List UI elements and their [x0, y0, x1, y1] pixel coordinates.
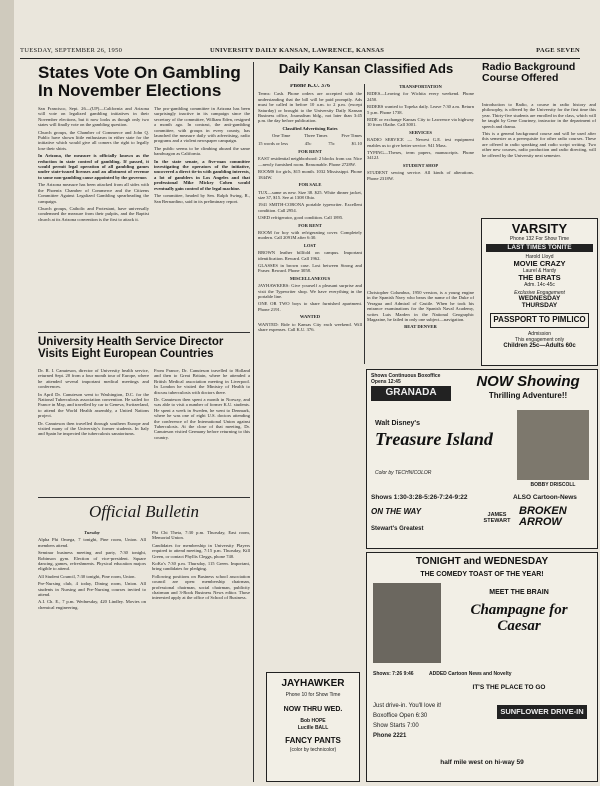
varsity-film1: MOVIE CRAZY: [513, 259, 566, 269]
granada-stars2: JAMES STEWART: [483, 512, 511, 524]
jayhawker-star1: Bob HOPE: [300, 717, 326, 724]
gambling-p7: The public seems to be climbing aboard the same bandwagon as California.: [154, 145, 250, 157]
jayhawker-name: JAYHAWKER: [281, 678, 345, 689]
gambling-p2: Church groups, the Chamber of Commerce and John Q. Public have shown little enthusiasm in either state for the initiative which would give all comers the right to legally lose their shirts.: [38, 129, 149, 151]
health-p3: Dr. Canuteson then travelled through southern Europe and visited many of the University's former students. In Italy and Spain he inspected the tuberculosis sanatoriums.: [38, 420, 149, 437]
classified-item: STUDENT sewing service. All kinds of alterations. Phone 2318W.: [367, 170, 474, 181]
drivein-head2: THE COMEDY TOAST OF THE YEAR!: [420, 571, 544, 578]
classified-item: ONE OR TWO boys to share furnished apartment. Phone 2191.: [258, 301, 362, 312]
varsity-last: LAST TIMES TONITE: [486, 244, 593, 253]
jayhawker-film: FANCY PANTS: [285, 735, 341, 745]
pirate-illustration: [517, 410, 589, 480]
divider: [38, 497, 250, 498]
rates-cell-2: 75c: [328, 140, 335, 146]
rates-head-2: Three Times: [304, 133, 328, 139]
byline: BEAT DENVER: [404, 324, 437, 330]
gambling-p9: The committee, headed by Sen. Ralph Swing, R., San Bernardino, said in its preliminary report.: [154, 193, 250, 204]
rates-cell-3: $1.10: [351, 140, 362, 146]
bulletin-p5: A.I. Ch. E., 7 p.m. Wednesday, 420 Lindley. Movies on chemical engineering.: [38, 599, 146, 610]
classified-item: ROOM for boy with refrigerating cover. Completely modern. Call 2091M after 6:30.: [258, 229, 362, 241]
granada-ad: [366, 369, 598, 549]
bulletin-p6: Phi Chi Theta, 7:30 p.m. Thursday, East room, Memorial Union.: [152, 530, 250, 541]
health-col2: [154, 368, 250, 494]
health-p2: In April Dr. Canuteson went to Washington, D.C. for the National Tuberculosis association convention. He sailed for France in May, and travelled by car to Geneva, Switzerland, to attend the World Health assembly, a United Nations project.: [38, 391, 149, 419]
masthead-date: TUESDAY, SEPTEMBER 26, 1950: [20, 47, 123, 54]
varsity-phone: Phone 132 For Show Time: [509, 235, 570, 242]
masthead: [20, 44, 580, 59]
bulletin-p1: Alpha Phi Omega, 7 tonight, Pine room, Union. All members attend.: [38, 537, 146, 548]
classifieds-title: Daily Kansan Classified Ads: [278, 62, 454, 76]
health-col1: [38, 368, 149, 494]
gambling-p3: In Arizona, the measure is officially known as the reduction in state control of gambling. If passed, it would permit legal operation of all gambling games under state-issued licenses and an allotment of revenue to some non-gambling cause appointed by the governor.: [38, 153, 149, 180]
radio-headline: Radio Background Course Offered: [482, 62, 576, 85]
gambling-p8: In the state senate, a five-man committee investigating the operators of the initiative, uncovered a direct tie-in with gambling interests, a lot of gamblers in Los Angeles and that professional Mike Mickey Cohen would eventually gain control of the legal machine.: [154, 158, 250, 191]
classified-item: 1941 SMITH-CORONA portable typewriter. Excellent condition. Call 2954.: [258, 202, 362, 213]
varsity-engagement: This engagement only: [514, 336, 565, 343]
column-rule: [364, 84, 365, 364]
bulletin-day: Tuesday: [84, 530, 100, 535]
classified-item: EAST residential neighborhood: 2 blocks from car. Nice—newly furnished room. Reasonable. Phone 2728W.: [258, 156, 362, 167]
drivein-location: half mile west on hi-way 59: [440, 759, 524, 766]
gambling-p1: San Francisco, Sept. 26—(UP)—California and Arizona will vote on legalized gambling initiatives in their November elections, but it now looks as though only two states will finally vote on the gambling question.: [38, 106, 149, 128]
classified-item: JAYHAWKERS: Give yourself a pleasant surprise and visit the Typewriter shop. We have everything in the portable line.: [258, 283, 362, 299]
classified-item: ROOMS for girls, $15 month. 1032 Mississippi. Phone 1844W.: [258, 169, 362, 180]
bulletin-p7: Candidates for membership in University Players required to attend meeting, 7:15 p.m. Thursday, Kill Green, or contact Phyllis Cleggs, phone 740.: [152, 542, 250, 559]
gambling-p5: Church groups, Catholic and Protestant, have universally condemned the measure from their pulpits, and the Baptist church at its Arizona convention is the first to attack it.: [38, 205, 149, 222]
drivein-head1: TONIGHT and WEDNESDAY: [415, 556, 549, 567]
drivein-fun: IT'S THE PLACE TO GO: [472, 684, 546, 691]
section-title: LOST: [303, 242, 317, 248]
varsity-admission: Admission: [527, 330, 552, 337]
masthead-page: PAGE SEVEN: [536, 47, 580, 54]
rates-table: [258, 133, 362, 138]
granada-color: Color by TECHNICOLOR: [375, 470, 432, 476]
jayhawker-phone: Phone 10 for Show Time: [285, 691, 341, 698]
classifieds-phone: Phone K.U. 376: [289, 84, 330, 89]
varsity-prices: Children 25c—Adults 60c: [503, 342, 576, 349]
masthead-paper: UNIVERSITY DAILY KANSAN, LAWRENCE, KANSAS: [210, 47, 385, 54]
drivein-shows: Shows: 7:26 9:46: [373, 671, 414, 677]
classified-item: GLASSES in brown case. Lost between Strong and Fraser. Reward. Phone 3058.: [258, 262, 362, 274]
drivein-drive: Just drive-in. You'll love it!: [373, 703, 442, 709]
jayhawker-color: (color by technicolor): [289, 747, 337, 754]
granada-film: Treasure Island: [375, 429, 493, 449]
drivein-added: ADDED Cartoon News and Novelty: [429, 671, 512, 677]
section-title: STUDENT SHOP: [402, 162, 439, 168]
health-headline: University Health Service Director Visits Eight European Countries: [38, 336, 224, 361]
section-title: WANTED: [299, 314, 321, 320]
radio-p2: This is a general background course and will be used after this semester as a prerequisite for other radio courses. These are offered in radio speaking and radio script writing. Two other new courses, radio production and radio directing, will be offered by the University next semester.: [482, 131, 596, 158]
bulletin-p9: Following positions on Business school association council are open: membership chairman, professional chairman, social chairman, publicity chairman and 3-Rook Business News editor. Those interested apply at the office of School of Business.: [152, 573, 250, 601]
drivein-box: Boxoffice Open 6:30: [373, 713, 428, 719]
granada-name: GRANADA: [371, 386, 451, 401]
gambling-p4: The Arizona measure has been attacked from all sides with the Phoenix Chamber of Commerce and the Citizens Committee Against Legalized Gambling spearheading the campaign.: [38, 182, 149, 204]
binding-strip: [0, 0, 14, 786]
rates-row: [258, 141, 362, 146]
jayhawker-star2: Lucille BALL: [297, 724, 329, 731]
varsity-ad: [481, 218, 598, 366]
bulletin-col2: [152, 530, 250, 782]
classified-item: BROWN leather billfold on campus. Important identification. Reward. Call 1962.: [258, 250, 362, 261]
granada-second: BROKEN ARROW: [519, 505, 567, 528]
radio-body: [482, 102, 596, 218]
health-p4: From France, Dr. Canuteson travelled to Holland and then to Great Britain, where he attended a British Medical association meeting in Liverpool. In London he visited the Ministry of Health to discuss tuberculosis with doctors there.: [154, 368, 250, 395]
comedy-photo: [373, 583, 441, 663]
jayhawker-ad: [266, 672, 360, 782]
rates-head-3: Five Times: [341, 133, 362, 139]
varsity-exclusive: Exclusive Engagement: [514, 290, 565, 297]
drivein-meet: MEET THE BRAIN: [489, 589, 549, 596]
gambling-p6: The pro-gambling committee in Arizona has been surprisingly inactive in its campaign since the secretary of the committee, William Eden, resigned a month ago. In contrast, the anti-gambling committee, with groups in every county, has launched the measure daily with advertising, radio programs and a violent newspaper campaign.: [154, 106, 250, 144]
classifieds-col1: [258, 84, 362, 614]
rates-head-1: One Time: [272, 133, 291, 139]
classified-item: USED refrigerator, good condition. Call 1895.: [258, 215, 344, 221]
granada-showing: Shows Continuous Boxoffice Opens 12:45: [371, 373, 441, 385]
gambling-col2: [154, 106, 250, 328]
bulletin-col1: [38, 530, 146, 782]
classifieds-col2: [367, 84, 474, 284]
jayhawker-now: NOW THRU WED.: [283, 705, 343, 713]
granada-shows: Shows 1:30-3:28-5:26-7:24-9:22: [371, 494, 468, 501]
drivein-name: SUNFLOWER DRIVE-IN: [497, 705, 587, 719]
columbus-story: [367, 290, 474, 364]
gambling-col1: [38, 106, 149, 328]
granada-onway: ON THE WAY: [371, 507, 422, 516]
granada-stewart: Stewart's Greatest: [371, 526, 424, 532]
drivein-film: Champagne for Caesar: [470, 602, 568, 634]
gambling-headline: States Vote On Gambling In November Elections: [38, 64, 241, 100]
divider: [38, 332, 250, 333]
section-title: FOR RENT: [298, 149, 322, 155]
granada-star: BOBBY DRISCOLL: [530, 482, 576, 488]
bulletin-p3: All Student Council, 7:30 tonight, Pine room, Union.: [38, 573, 136, 579]
rates-cell-1: 45c: [304, 140, 312, 146]
classified-item: RIDE or exchange Kansas City to Lawrence via highway 10 from Olathe. Call 3001.: [367, 117, 474, 128]
drivein-ad: [366, 552, 598, 782]
section-title: SERVICES: [409, 129, 432, 135]
classified-item: WANTED: Ride to Kansas City each weekend. Will share expenses. Call K.U. 376.: [258, 321, 362, 333]
varsity-thursday: THURSDAY: [521, 302, 558, 310]
granada-disney: Walt Disney's: [375, 420, 420, 427]
radio-p1: Introduction to Radio, a course in radio history and philosophy, is offered by the University for the first time this year. Thirty-five students are enrolled in the class, which will be taught by Gene Courtney, instructor in the department of speech and drama.: [482, 102, 596, 129]
health-p1: Dr. R. I. Canuteson, director of University health service, returned Sept. 20 from a four month tour of Europe, where he attended several important medical meetings and conferences.: [38, 368, 149, 390]
columbus-text: Christopher Columbus, 1950 version, is a young engine in the Spanish Navy who bears the name of the Duke of Veragua and Admiral of Castile. When he took his entrance examinations for the Spanish Naval Academy, writes Luis Marden in the National Geographic Magazine, he failed in only one subject—navigation.: [367, 290, 474, 323]
bulletin-p4: Pre-Nursing club, 4 today, Dining room, Union. All students in Nursing and Pre-Nursing courses invited to attend.: [38, 581, 146, 598]
varsity-times: Adm. 14c-45c: [524, 282, 555, 289]
varsity-star1: Harold Lloyd: [525, 254, 554, 261]
granada-now: NOW Showing: [476, 373, 580, 390]
varsity-name: VARSITY: [511, 221, 568, 236]
varsity-film2: THE BRATS: [518, 273, 561, 283]
varsity-star2: Laurel & Hardy: [522, 268, 557, 275]
granada-thrill: Thrilling Adventure!!: [488, 391, 568, 400]
drivein-phone: Phone 2221: [373, 733, 407, 739]
classifieds-terms: Terms: Cash. Phone orders are accepted with the understanding that the bill will be paid promptly. Ads must be called in before 10 a.m. to 2 p.m. (except Saturday) or brought to the University Daily Kansan Business office, Journalism bldg., not later than 3:45 p.m. the day before publication.: [258, 91, 362, 124]
section-title: FOR RENT: [298, 222, 322, 228]
column-rule: [253, 62, 254, 782]
granada-also: ALSO Cartoon-News: [513, 494, 577, 501]
bulletin-title: Official Bulletin: [88, 502, 199, 521]
classified-item: RADIO SERVICE — Newest G.E. test equipment enables us to give better service. 941 Mass.: [367, 137, 474, 148]
rates-cell-0: 15 words or less: [258, 140, 288, 146]
classified-item: RIDES—Leaving for Wichita every weekend. Phone 2450.: [367, 91, 474, 102]
bulletin-p8: KoKo's 7:30 p.m. Thursday, 115 Green. Important, bring candidates for pledging.: [152, 561, 250, 572]
varsity-feature: PASSPORT TO PIMLICO: [490, 313, 589, 328]
classified-item: RIDERS wanted to Topeka daily. Leave 7:30 a.m. Return 5 p.m. Phone 1738.: [367, 104, 474, 115]
health-p5: Dr. Canuteson then spent a month in Norway, and was able to visit a number of former K.U. students. He spent a week in Sweden, he went to Denmark, where he was one of eight U.S. doctors attending the conference of the International Union against Tuberculosis. At the close of that meeting, Dr. Canuteson visited Germany before returning to this country.: [154, 397, 250, 440]
drivein-starts: Show Starts 7:00: [373, 723, 419, 729]
section-title: TRANSPORTATION: [399, 84, 442, 89]
bulletin-p2: Seminar business meeting and party, 7:30 tonight, Robinson gym. Election of vice-president. Square dancing, games, refreshments. Physical education majors eligible to attend.: [38, 550, 146, 572]
section-title: MISCELLANEOUS: [289, 275, 331, 281]
rates-title: Classified Advertising Rates: [282, 125, 338, 131]
classified-item: TYPING—Theses, term papers, manuscripts. Phone 3412J.: [367, 150, 474, 161]
classified-item: TUX—same as new. Size 38. $25. White dinner jacket, size 37, $15. See at 1308 Ohio.: [258, 189, 362, 200]
section-title: FOR SALE: [298, 182, 322, 188]
newspaper-page: [14, 0, 600, 786]
varsity-wednesday: WEDNESDAY: [518, 295, 561, 303]
